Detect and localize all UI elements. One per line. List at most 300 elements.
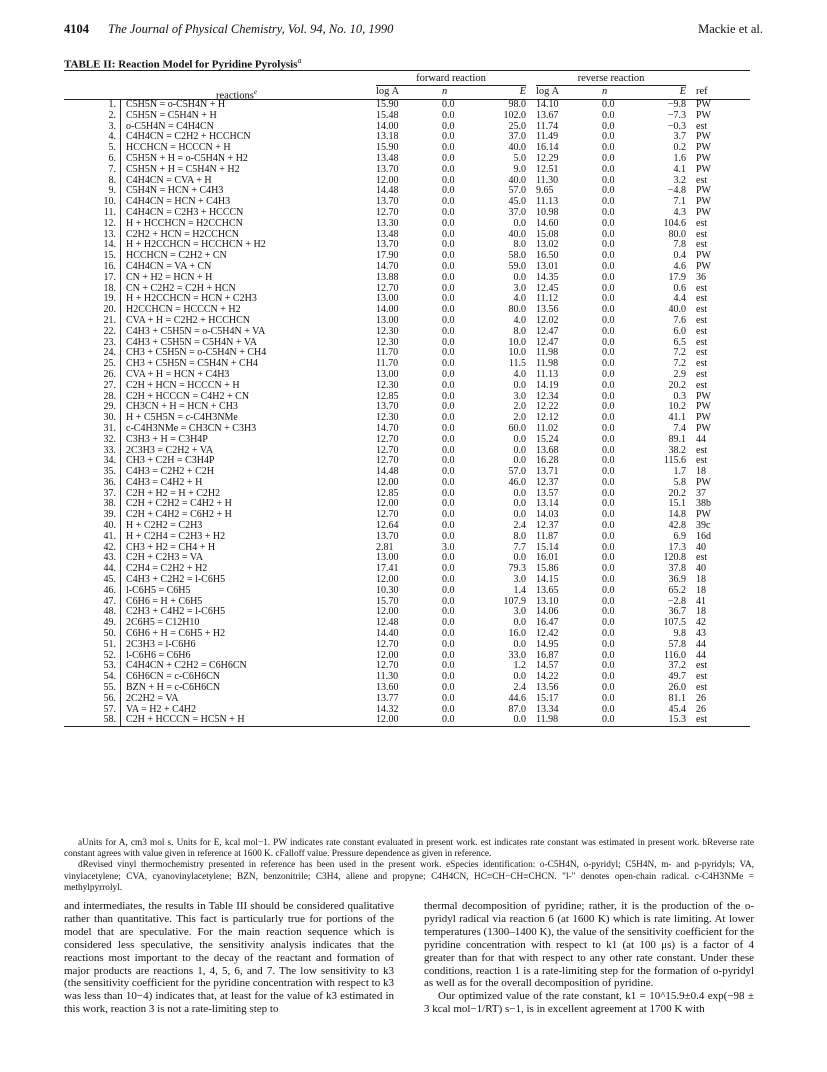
log-a-forward: 12.85 [376, 487, 399, 499]
row-number: 48. [103, 606, 116, 618]
log-a-reverse: 16.14 [536, 142, 559, 154]
n-reverse: 0.0 [602, 358, 615, 370]
log-a-reverse: 13.57 [536, 487, 559, 499]
e-reverse: 5.8 [673, 476, 686, 488]
reaction: l-C6H6 = C6H6 [126, 649, 191, 661]
n-forward: 0.0 [442, 563, 455, 575]
row-number: 53. [103, 660, 116, 672]
n-reverse: 0.0 [602, 433, 615, 445]
log-a-reverse: 16.01 [536, 552, 559, 564]
log-a-forward: 13.70 [376, 163, 399, 175]
n-reverse: 0.0 [602, 703, 615, 715]
e-reverse: 49.7 [668, 671, 686, 683]
n-forward: 0.0 [442, 142, 455, 154]
table-row [64, 715, 750, 726]
n-reverse: 0.0 [602, 109, 615, 121]
e-reverse: 0.2 [673, 142, 686, 154]
reference: 36 [696, 271, 706, 283]
e-reverse: 17.3 [668, 541, 686, 553]
reaction: H + C2H2 = C2H3 [126, 520, 203, 532]
row-number: 1. [108, 99, 116, 110]
row-number: 33. [103, 444, 116, 456]
e-forward: 2.4 [513, 520, 526, 532]
e-forward: 107.9 [503, 595, 526, 607]
row-number: 7. [108, 163, 116, 175]
e-forward: 0.0 [513, 498, 526, 510]
reference: 26 [696, 692, 706, 704]
e-reverse: 40.0 [668, 304, 686, 316]
row-number: 36. [103, 476, 116, 488]
n-forward: 0.0 [442, 584, 455, 596]
n-forward: 0.0 [442, 228, 455, 240]
n-reverse: 0.0 [602, 185, 615, 197]
log-a-forward: 13.48 [376, 152, 399, 164]
row-number: 24. [103, 347, 116, 359]
log-a-reverse: 14.35 [536, 271, 559, 283]
n-reverse: 0.0 [602, 682, 615, 694]
n-reverse: 0.0 [602, 282, 615, 294]
n-forward: 0.0 [442, 671, 455, 683]
n-forward: 0.0 [442, 714, 455, 726]
reference: 44 [696, 638, 706, 650]
row-number: 46. [103, 584, 116, 596]
reference: 18 [696, 574, 706, 586]
n-forward: 0.0 [442, 660, 455, 672]
n-reverse: 0.0 [602, 368, 615, 380]
row-number: 55. [103, 682, 116, 694]
e-reverse: 104.6 [663, 217, 686, 229]
e-reverse: 4.6 [673, 260, 686, 272]
log-a-reverse: 15.14 [536, 541, 559, 553]
n-forward: 0.0 [442, 390, 455, 402]
e-forward: 45.0 [508, 196, 526, 208]
table-row [64, 381, 750, 392]
row-number: 22. [103, 325, 116, 337]
e-reverse: 6.5 [673, 336, 686, 348]
log-a-reverse: 12.22 [536, 401, 559, 413]
e-forward: 0.0 [513, 714, 526, 726]
n-reverse: 0.0 [602, 228, 615, 240]
log-a-reverse: 12.42 [536, 628, 559, 640]
reference: 44 [696, 433, 706, 445]
n-reverse: 0.0 [602, 671, 615, 683]
e-reverse: 37.8 [668, 563, 686, 575]
reaction: H + H2CCHCN = HCN + C2H3 [126, 293, 257, 305]
row-number: 8. [108, 174, 116, 186]
reaction: CN + C2H2 = C2H + HCN [126, 282, 236, 294]
n-reverse: 0.0 [602, 530, 615, 542]
reference: PW [696, 412, 711, 424]
n-reverse: 0.0 [602, 206, 615, 218]
log-a-reverse: 16.28 [536, 455, 559, 467]
reference: PW [696, 260, 711, 272]
log-a-forward: 11.30 [376, 671, 399, 683]
table-row [64, 111, 750, 122]
reaction: C2H2 + HCN = H2CCHCN [126, 228, 239, 240]
n-reverse: 0.0 [602, 444, 615, 456]
reaction: CH3 + C5H5N = o-C5H4N + CH4 [126, 347, 267, 359]
log-a-reverse: 13.10 [536, 595, 559, 607]
n-reverse: 0.0 [602, 509, 615, 521]
e-reverse: 0.4 [673, 250, 686, 262]
body-right-column [424, 900, 754, 1016]
table-body [64, 100, 750, 726]
reaction: H2CCHCN = HCCCN + H2 [126, 304, 241, 316]
column-header-row [64, 85, 750, 102]
row-number: 41. [103, 530, 116, 542]
reference: 37 [696, 487, 706, 499]
col-log-a-forward: log A [376, 86, 400, 97]
e-forward: 4.0 [513, 368, 526, 380]
reference: est [696, 660, 708, 672]
reference: 39c [696, 520, 711, 532]
e-forward: 0.0 [513, 455, 526, 467]
log-a-forward: 2.81 [376, 541, 394, 553]
col-e-forward: E [519, 86, 526, 97]
log-a-forward: 12.30 [376, 379, 399, 391]
reaction: H + C2H4 = C2H3 + H2 [126, 530, 226, 542]
table-bottom-rule [64, 726, 750, 727]
paragraph-right-2: Our optimized value of the rate constant, k1 = 10^15.9±0.4 exp(−98 ± 3 kcal mol−1/RT) s−1, is in excellent agreement at 1700 K with [424, 990, 754, 1016]
log-a-reverse: 14.06 [536, 606, 559, 618]
n-forward: 0.0 [442, 314, 455, 326]
e-forward: 10.0 [508, 336, 526, 348]
log-a-reverse: 12.37 [536, 520, 559, 532]
row-number: 30. [103, 412, 116, 424]
row-number: 13. [103, 228, 116, 240]
reaction: C4H3 + C5H5N = o-C5H4N + VA [126, 325, 266, 337]
n-reverse: 0.0 [602, 325, 615, 337]
reference: est [696, 379, 708, 391]
n-reverse: 0.0 [602, 574, 615, 586]
reaction: C6H6 = H + C6H5 [126, 595, 203, 607]
reaction: C5H5N + H = C5H4N + H2 [126, 163, 240, 175]
reference: est [696, 217, 708, 229]
log-a-reverse: 12.37 [536, 476, 559, 488]
log-a-forward: 14.40 [376, 628, 399, 640]
n-forward: 0.0 [442, 498, 455, 510]
e-reverse: −4.8 [667, 185, 686, 197]
log-a-reverse: 11.87 [536, 530, 559, 542]
log-a-forward: 12.85 [376, 390, 399, 402]
reaction: H + C5H5N = c-C4H3NMe [126, 412, 238, 424]
e-forward: 37.0 [508, 131, 526, 143]
reference: PW [696, 196, 711, 208]
log-a-forward: 12.64 [376, 520, 399, 532]
log-a-forward: 12.70 [376, 660, 399, 672]
n-forward: 0.0 [442, 455, 455, 467]
n-forward: 0.0 [442, 250, 455, 262]
log-a-reverse: 11.49 [536, 131, 559, 143]
log-a-reverse: 11.02 [536, 422, 559, 434]
e-reverse: 7.8 [673, 239, 686, 251]
reference: est [696, 368, 708, 380]
e-reverse: 65.2 [668, 584, 686, 596]
row-number: 38. [103, 498, 116, 510]
table-row [64, 694, 750, 705]
n-reverse: 0.0 [602, 142, 615, 154]
log-a-reverse: 13.71 [536, 466, 559, 478]
row-number: 4. [108, 131, 116, 143]
reaction: 2C3H3 = C2H2 + VA [126, 444, 214, 456]
log-a-forward: 15.90 [376, 142, 399, 154]
e-reverse: 41.1 [668, 412, 686, 424]
forward-group-label: forward reaction [416, 73, 486, 84]
n-reverse: 0.0 [602, 476, 615, 488]
e-reverse: 116.0 [663, 649, 686, 661]
reference: PW [696, 206, 711, 218]
row-number: 42. [103, 541, 116, 553]
log-a-forward: 12.70 [376, 206, 399, 218]
e-forward: 8.0 [513, 325, 526, 337]
reaction: C5H4N = HCN + C4H3 [126, 185, 224, 197]
log-a-forward: 12.70 [376, 638, 399, 650]
row-number: 14. [103, 239, 116, 251]
row-number: 25. [103, 358, 116, 370]
e-forward: 10.0 [508, 347, 526, 359]
reference: PW [696, 131, 711, 143]
n-reverse: 0.0 [602, 401, 615, 413]
row-number: 12. [103, 217, 116, 229]
log-a-forward: 12.70 [376, 433, 399, 445]
log-a-forward: 13.00 [376, 368, 399, 380]
reference: 44 [696, 649, 706, 661]
e-forward: 40.0 [508, 174, 526, 186]
log-a-reverse: 13.68 [536, 444, 559, 456]
reference: est [696, 174, 708, 186]
reference: 16d [696, 530, 711, 542]
reference: est [696, 325, 708, 337]
e-forward: 0.0 [513, 509, 526, 521]
n-forward: 0.0 [442, 574, 455, 586]
reference: PW [696, 250, 711, 262]
table-row [64, 165, 750, 176]
log-a-reverse: 15.17 [536, 692, 559, 704]
n-reverse: 0.0 [602, 606, 615, 618]
row-number: 21. [103, 314, 116, 326]
n-forward: 0.0 [442, 595, 455, 607]
reaction: C3H3 + H = C3H4P [126, 433, 208, 445]
reaction: C2H + HCCCN = C4H2 + CN [126, 390, 250, 402]
e-forward: 0.0 [513, 487, 526, 499]
e-reverse: 4.1 [673, 163, 686, 175]
log-a-reverse: 13.56 [536, 304, 559, 316]
col-log-a-reverse: log A [536, 86, 560, 97]
reference: est [696, 282, 708, 294]
reaction: CH3 + C2H = C3H4P [126, 455, 215, 467]
n-forward: 0.0 [442, 520, 455, 532]
e-forward: 0.0 [513, 552, 526, 564]
n-forward: 0.0 [442, 530, 455, 542]
n-reverse: 0.0 [602, 239, 615, 251]
e-reverse: 7.4 [673, 422, 686, 434]
reference: est [696, 120, 708, 132]
n-reverse: 0.0 [602, 271, 615, 283]
reaction: CVA + H = C2H2 + HCCHCN [126, 314, 250, 326]
reaction: CVA + H = HCN + C4H3 [126, 368, 230, 380]
reference: 38b [696, 498, 711, 510]
n-reverse: 0.0 [602, 584, 615, 596]
log-a-reverse: 13.02 [536, 239, 559, 251]
reaction: C4H4CN = VA + CN [126, 260, 212, 272]
log-a-forward: 17.41 [376, 563, 399, 575]
n-forward: 0.0 [442, 131, 455, 143]
n-reverse: 0.0 [602, 552, 615, 564]
e-reverse: 1.7 [673, 466, 686, 478]
n-forward: 0.0 [442, 422, 455, 434]
e-forward: 40.0 [508, 228, 526, 240]
n-reverse: 0.0 [602, 595, 615, 607]
n-reverse: 0.0 [602, 314, 615, 326]
row-number: 34. [103, 455, 116, 467]
reaction: C2H + HCCCN = HC5N + H [126, 714, 245, 726]
log-a-forward: 15.90 [376, 99, 399, 110]
n-forward: 0.0 [442, 368, 455, 380]
n-forward: 0.0 [442, 336, 455, 348]
log-a-reverse: 16.47 [536, 617, 559, 629]
table-row [64, 435, 750, 446]
reference: PW [696, 401, 711, 413]
n-reverse: 0.0 [602, 628, 615, 640]
n-forward: 0.0 [442, 358, 455, 370]
row-number: 37. [103, 487, 116, 499]
reference: 42 [696, 617, 706, 629]
n-forward: 0.0 [442, 347, 455, 359]
log-a-reverse: 12.02 [536, 314, 559, 326]
e-reverse: 38.2 [668, 444, 686, 456]
e-forward: 4.0 [513, 314, 526, 326]
e-reverse: 36.9 [668, 574, 686, 586]
row-number: 28. [103, 390, 116, 402]
e-forward: 57.0 [508, 185, 526, 197]
log-a-reverse: 14.10 [536, 99, 559, 110]
log-a-forward: 13.60 [376, 682, 399, 694]
log-a-forward: 13.00 [376, 314, 399, 326]
log-a-reverse: 15.86 [536, 563, 559, 575]
n-forward: 0.0 [442, 552, 455, 564]
table-row [64, 327, 750, 338]
n-forward: 0.0 [442, 412, 455, 424]
log-a-reverse: 13.14 [536, 498, 559, 510]
e-reverse: 14.8 [668, 509, 686, 521]
n-reverse: 0.0 [602, 714, 615, 726]
n-forward: 0.0 [442, 271, 455, 283]
log-a-forward: 17.90 [376, 250, 399, 262]
reference: est [696, 336, 708, 348]
log-a-reverse: 14.15 [536, 574, 559, 586]
log-a-reverse: 11.98 [536, 714, 559, 726]
reference: est [696, 552, 708, 564]
e-forward: 3.0 [513, 606, 526, 618]
e-forward: 3.0 [513, 282, 526, 294]
log-a-reverse: 15.24 [536, 433, 559, 445]
log-a-forward: 12.00 [376, 498, 399, 510]
reaction: C4H3 + C5H5N = C5H4N + VA [126, 336, 258, 348]
n-forward: 0.0 [442, 260, 455, 272]
n-forward: 0.0 [442, 487, 455, 499]
log-a-reverse: 12.34 [536, 390, 559, 402]
n-forward: 0.0 [442, 509, 455, 521]
n-reverse: 0.0 [602, 487, 615, 499]
e-reverse: 4.4 [673, 293, 686, 305]
e-reverse: 9.8 [673, 628, 686, 640]
log-a-forward: 12.00 [376, 649, 399, 661]
row-number: 49. [103, 617, 116, 629]
n-reverse: 0.0 [602, 293, 615, 305]
log-a-forward: 14.00 [376, 120, 399, 132]
reaction: C4H3 = C2H2 + C2H [126, 466, 214, 478]
row-number: 15. [103, 250, 116, 262]
reaction: C2H + C2H3 = VA [126, 552, 204, 564]
row-number: 50. [103, 628, 116, 640]
e-reverse: 107.5 [663, 617, 686, 629]
log-a-forward: 12.00 [376, 606, 399, 618]
n-forward: 0.0 [442, 628, 455, 640]
log-a-reverse: 9.65 [536, 185, 554, 197]
reference: est [696, 347, 708, 359]
log-a-reverse: 14.95 [536, 638, 559, 650]
e-forward: 0.0 [513, 617, 526, 629]
reference: 41 [696, 595, 706, 607]
e-reverse: 10.2 [668, 401, 686, 413]
e-forward: 58.0 [508, 250, 526, 262]
e-forward: 16.0 [508, 628, 526, 640]
log-a-forward: 13.00 [376, 552, 399, 564]
log-a-reverse: 12.29 [536, 152, 559, 164]
row-number: 23. [103, 336, 116, 348]
e-reverse: 2.9 [673, 368, 686, 380]
reaction: CH3 + C5H5N = C5H4N + CH4 [126, 358, 258, 370]
reaction: 2C6H5 = C12H10 [126, 617, 200, 629]
reaction: C2H + H2 = H + C2H2 [126, 487, 221, 499]
log-a-forward: 11.70 [376, 347, 399, 359]
log-a-reverse: 14.22 [536, 671, 559, 683]
n-reverse: 0.0 [602, 131, 615, 143]
row-number: 6. [108, 152, 116, 164]
reference: est [696, 455, 708, 467]
n-forward: 0.0 [442, 109, 455, 121]
journal-name: The Journal of Physical Chemistry, Vol. 94, No. 10, 1990 [108, 22, 394, 36]
reaction: C4H4CN = C2H3 + HCCCN [126, 206, 244, 218]
log-a-forward: 12.00 [376, 714, 399, 726]
log-a-forward: 14.70 [376, 422, 399, 434]
n-reverse: 0.0 [602, 390, 615, 402]
reference: est [696, 444, 708, 456]
reaction: C4H4CN = CVA + H [126, 174, 212, 186]
row-number: 11. [103, 206, 116, 218]
e-reverse: 36.7 [668, 606, 686, 618]
e-forward: 0.0 [513, 217, 526, 229]
log-a-forward: 13.70 [376, 530, 399, 542]
e-forward: 3.0 [513, 390, 526, 402]
n-forward: 0.0 [442, 163, 455, 175]
reference: est [696, 314, 708, 326]
log-a-reverse: 16.87 [536, 649, 559, 661]
reference: est [696, 293, 708, 305]
n-forward: 0.0 [442, 401, 455, 413]
row-number: 40. [103, 520, 116, 532]
row-number: 2. [108, 109, 116, 121]
n-forward: 0.0 [442, 282, 455, 294]
log-a-forward: 12.00 [376, 574, 399, 586]
reaction: C5H5N = C5H4N + H [126, 109, 217, 121]
reference: PW [696, 422, 711, 434]
n-forward: 0.0 [442, 682, 455, 694]
body-left-column [64, 900, 394, 1016]
row-number: 54. [103, 671, 116, 683]
reaction: C2H3 + C4H2 = l-C6H5 [126, 606, 226, 618]
reference: PW [696, 99, 711, 110]
